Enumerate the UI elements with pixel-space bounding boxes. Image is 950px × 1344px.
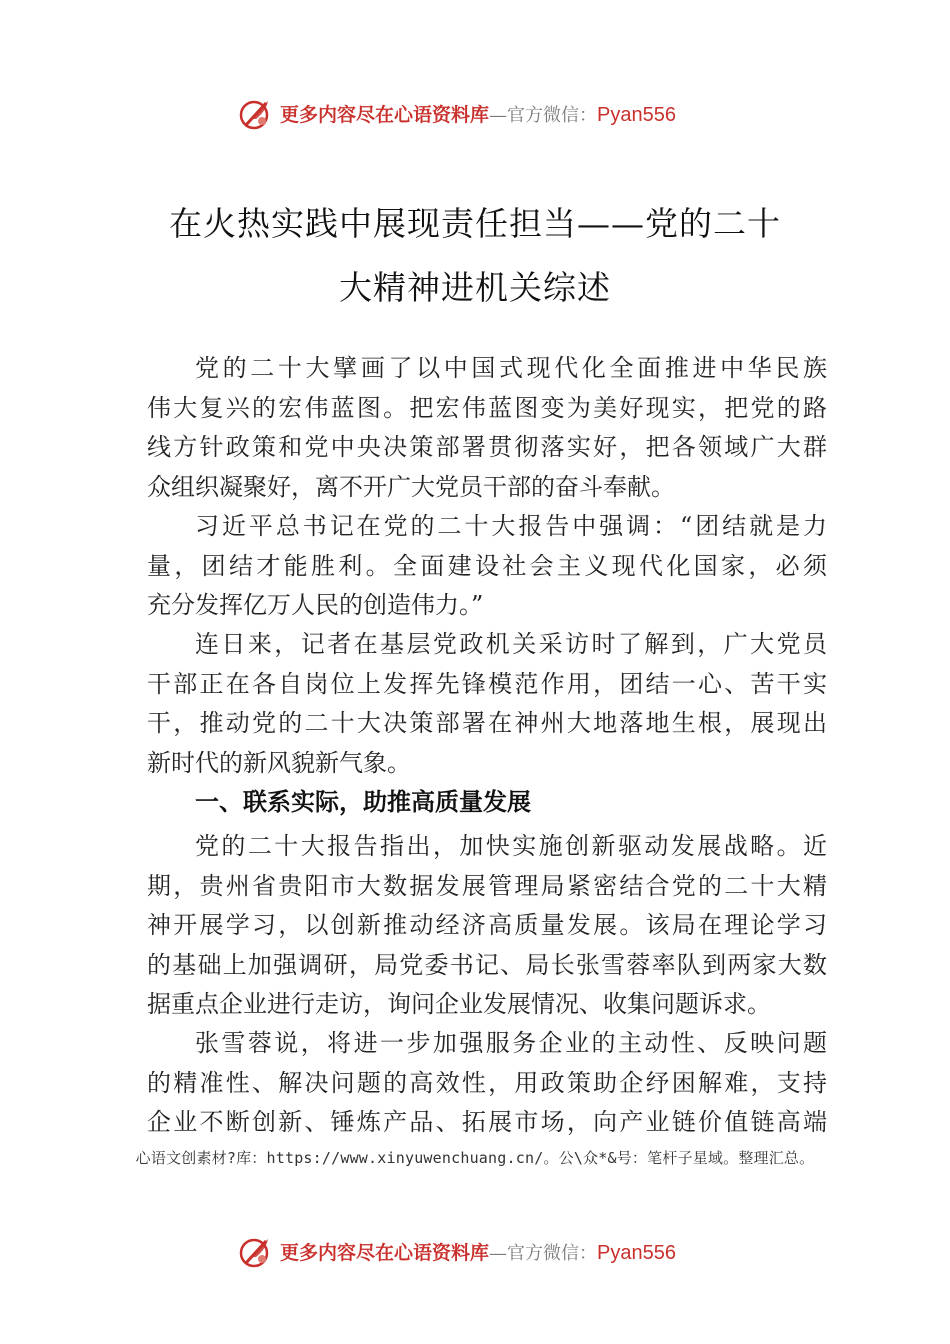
text-line: 神开展学习，以创新推动经济高质量发展。该局在理论学习	[147, 911, 827, 939]
section-heading-text: 一、联系实际，助推高质量发展	[195, 788, 531, 816]
text-line: 众组织凝聚好，离不开广大党员干部的奋斗奉献。	[147, 472, 675, 501]
text-line: 张雪蓉说，将进一步加强服务企业的主动性、反映问题	[195, 1029, 827, 1057]
banner-wechat-id: Pyan556	[597, 104, 676, 126]
paragraph-3	[147, 625, 827, 783]
banner-slogan: 更多内容尽在心语资料库	[280, 1242, 490, 1264]
text-line: 新时代的新风貌新气象。	[147, 748, 411, 777]
paragraph-4	[147, 827, 827, 1025]
section-heading-1	[147, 783, 827, 823]
text-line: 据重点企业进行走访，询问企业发展情况、收集问题诉求。	[147, 990, 771, 1018]
text-line: 的精准性、解决问题的高效性，用政策助企纾困解难，支持	[147, 1068, 827, 1097]
paragraph-5	[147, 1024, 827, 1143]
text-line: 干，推动党的二十大决策部署在神州大地落地生根，展现出	[147, 709, 827, 737]
text-line: 干部正在各自岗位上发挥先锋模范作用，团结一心、苦干实	[147, 669, 827, 698]
document-title	[100, 192, 850, 320]
feather-logo-icon	[238, 1235, 274, 1271]
header-banner	[0, 95, 950, 135]
banner-text	[280, 99, 676, 132]
banner-wechat-label: 官方微信：	[507, 1243, 598, 1264]
text-line: 党的二十大擘画了以中国式现代化全面推进中华民族	[195, 354, 827, 382]
text-line: 充分发挥亿万人民的创造伟力。”	[147, 591, 484, 619]
banner-slogan: 更多内容尽在心语资料库	[280, 104, 490, 126]
text-line: 期，贵州省贵阳市大数据发展管理局紧密结合党的二十大精	[147, 871, 827, 900]
title-line-1: 在火热实践中展现责任担当——党的二十	[169, 204, 781, 243]
text-line: 量，团结才能胜利。全面建设社会主义现代化国家，必须	[147, 551, 827, 580]
banner-wechat-id: Pyan556	[597, 1242, 676, 1264]
text-line: 党的二十大报告指出，加快实施创新驱动发展战略。近	[195, 832, 827, 860]
source-note: 心语文创素材?库：https://www.xinyuwenchuang.cn/。公\众*&号：笔杆子星域。整理汇总。	[135, 1149, 815, 1167]
paragraph-2	[147, 507, 827, 626]
title-line-2: 大精神进机关综述	[339, 268, 611, 307]
text-line: 连日来，记者在基层党政机关采访时了解到，广大党员	[195, 630, 827, 658]
text-line: 企业不断创新、锤炼产品、拓展市场，向产业链价值链高端	[147, 1108, 827, 1136]
paragraph-1	[147, 349, 827, 507]
footer-banner	[0, 1233, 950, 1273]
banner-separator: —	[489, 1243, 508, 1264]
feather-logo-icon	[238, 97, 274, 133]
text-line: 习近平总书记在党的二十大报告中强调：“团结就是力	[195, 512, 827, 540]
banner-wechat-label: 官方微信：	[507, 105, 598, 126]
banner-text	[280, 1237, 676, 1270]
text-line: 的基础上加强调研，局党委书记、局长张雪蓉率队到两家大数	[147, 950, 827, 979]
text-line: 伟大复兴的宏伟蓝图。把宏伟蓝图变为美好现实，把党的路	[147, 393, 827, 422]
banner-separator: —	[489, 105, 508, 126]
text-line: 线方针政策和党中央决策部署贯彻落实好，把各领域广大群	[147, 433, 827, 461]
